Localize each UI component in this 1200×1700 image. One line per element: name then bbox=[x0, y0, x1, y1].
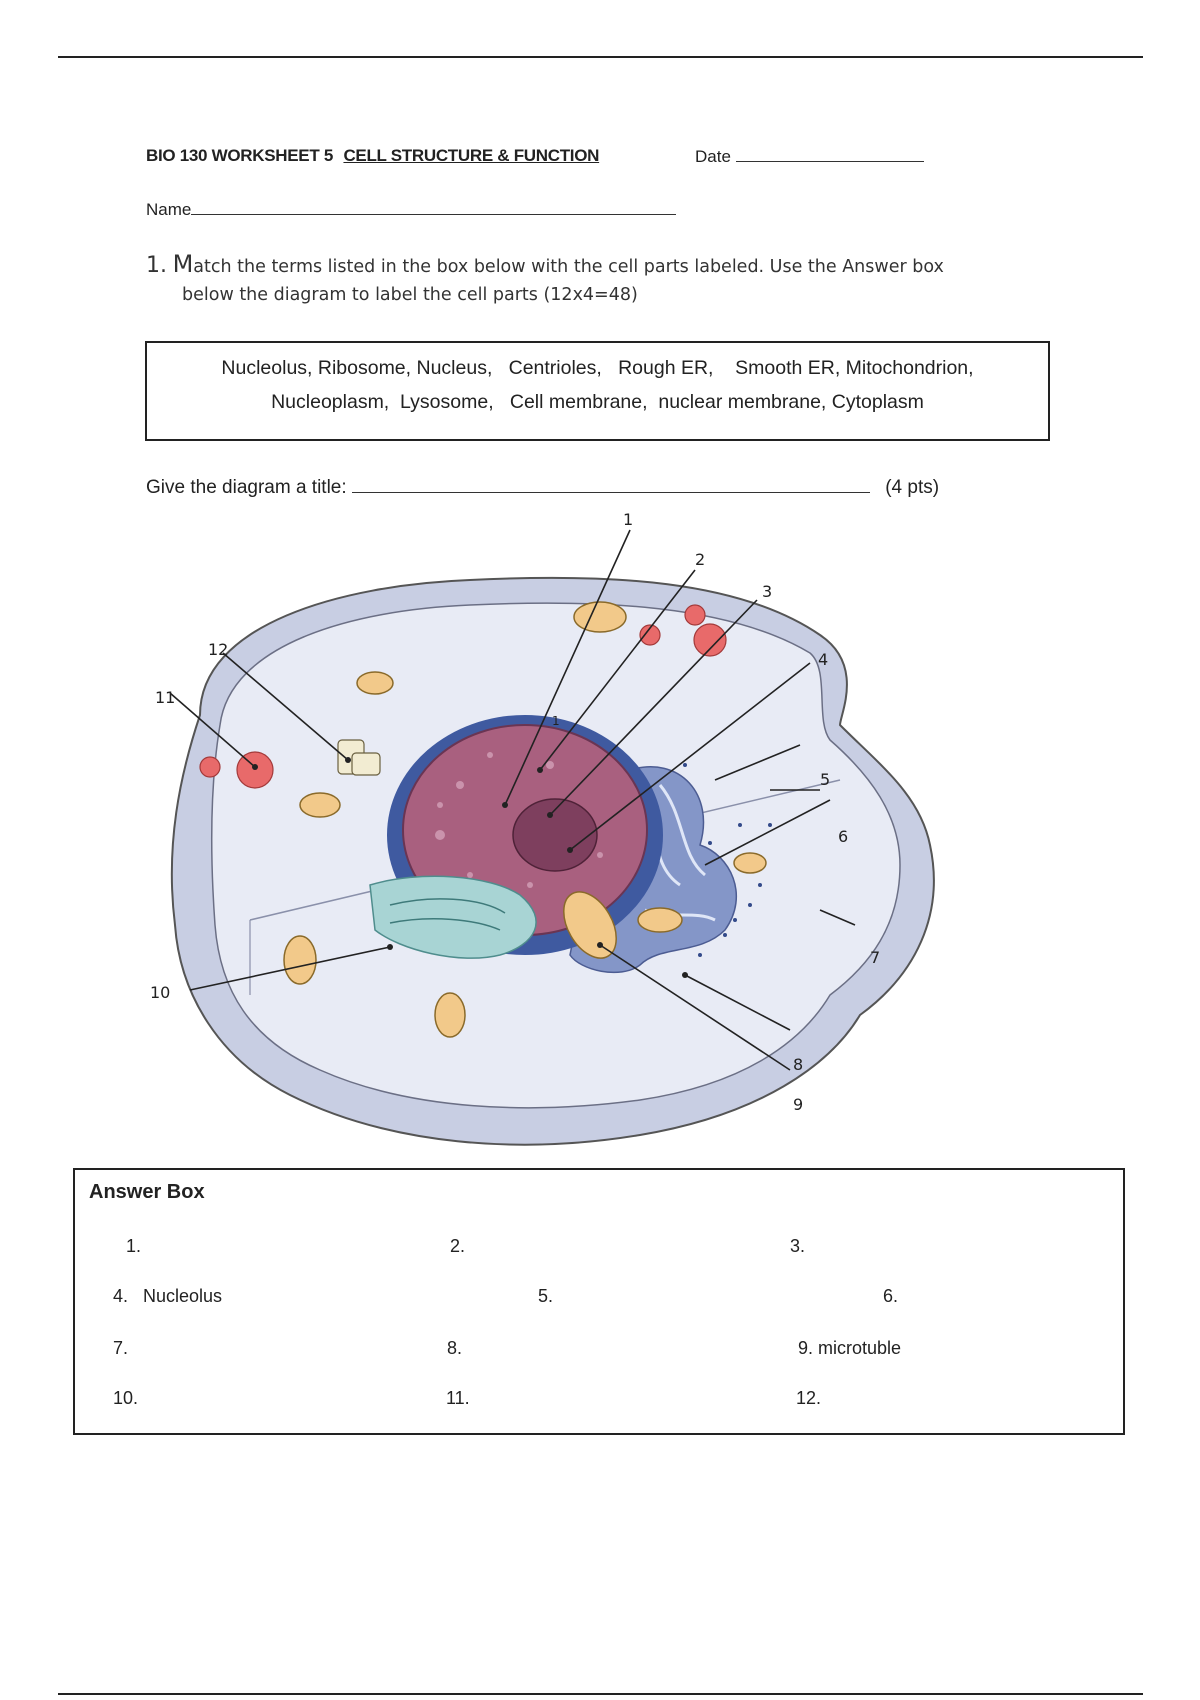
diagram-label-6: 6 bbox=[838, 827, 849, 846]
question-line-2: below the diagram to label the cell parts (12x4=48) bbox=[182, 285, 638, 305]
animal-cell-diagram bbox=[140, 510, 980, 1165]
diagram-label-12: 12 bbox=[208, 640, 229, 659]
answer-box bbox=[73, 1168, 1125, 1435]
answer-box-title: Answer Box bbox=[89, 1181, 205, 1203]
bottom-rule bbox=[58, 1693, 1143, 1695]
name-label: Name bbox=[146, 200, 192, 219]
date-blank[interactable] bbox=[736, 161, 924, 162]
answer-10[interactable]: 10. bbox=[113, 1388, 139, 1408]
name-blank[interactable] bbox=[191, 214, 676, 215]
diagram-label-2: 2 bbox=[695, 550, 706, 569]
diagram-label-10: 10 bbox=[150, 983, 171, 1002]
title-points: (4 pts) bbox=[885, 477, 940, 498]
course-label: BIO 130 WORKSHEET 5 bbox=[146, 146, 334, 165]
answer-9[interactable]: 9. microtuble bbox=[798, 1338, 902, 1358]
answer-8[interactable]: 8. bbox=[447, 1338, 463, 1358]
diagram-label-5: 5 bbox=[820, 770, 831, 789]
question-1-line-1 bbox=[146, 250, 1086, 281]
date-label: Date bbox=[695, 147, 731, 166]
diagram-label-4: 4 bbox=[818, 650, 829, 669]
diagram-label-9: 9 bbox=[793, 1095, 804, 1114]
top-rule bbox=[58, 56, 1143, 58]
diagram-label-7: 7 bbox=[870, 948, 881, 967]
worksheet-heading bbox=[146, 146, 599, 166]
answer-4[interactable]: 4. Nucleolus bbox=[113, 1286, 223, 1306]
diagram-extra-mark: 1 bbox=[552, 714, 560, 728]
answer-12[interactable]: 12. bbox=[796, 1388, 822, 1408]
answer-3[interactable]: 3. bbox=[790, 1236, 806, 1256]
answer-11[interactable]: 11. bbox=[446, 1388, 470, 1408]
question-first-letter: M bbox=[172, 250, 194, 278]
diagram-title-field[interactable] bbox=[146, 477, 939, 499]
answer-1[interactable]: 1. bbox=[126, 1236, 142, 1256]
date-field[interactable] bbox=[695, 147, 924, 167]
answer-7[interactable]: 7. bbox=[113, 1338, 129, 1358]
name-field[interactable] bbox=[146, 200, 676, 220]
question-1 bbox=[146, 250, 1086, 309]
question-line-1-text: atch the terms listed in the box below with the cell parts labeled. Use the Answer box bbox=[193, 257, 944, 277]
question-number: 1. bbox=[146, 253, 167, 278]
diagram-label-3: 3 bbox=[762, 582, 773, 601]
diagram-label-1: 1 bbox=[623, 510, 634, 529]
terms-box bbox=[145, 341, 1050, 441]
title-blank[interactable] bbox=[352, 492, 870, 493]
answer-6[interactable]: 6. bbox=[883, 1286, 899, 1306]
terms-line-1: Nucleolus, Ribosome, Nucleus, Centrioles, Rough ER, Smooth ER, Mitochondrion, bbox=[221, 357, 974, 379]
topic-label: CELL STRUCTURE & FUNCTION bbox=[343, 146, 600, 165]
answer-2[interactable]: 2. bbox=[450, 1236, 466, 1256]
answer-5[interactable]: 5. bbox=[538, 1286, 554, 1306]
diagram-label-11: 11 bbox=[155, 688, 176, 707]
terms-line-2: Nucleoplasm, Lysosome, Cell membrane, nuclear membrane, Cytoplasm bbox=[271, 391, 924, 413]
diagram-label-8: 8 bbox=[793, 1055, 804, 1074]
title-prompt-label: Give the diagram a title: bbox=[146, 477, 347, 498]
